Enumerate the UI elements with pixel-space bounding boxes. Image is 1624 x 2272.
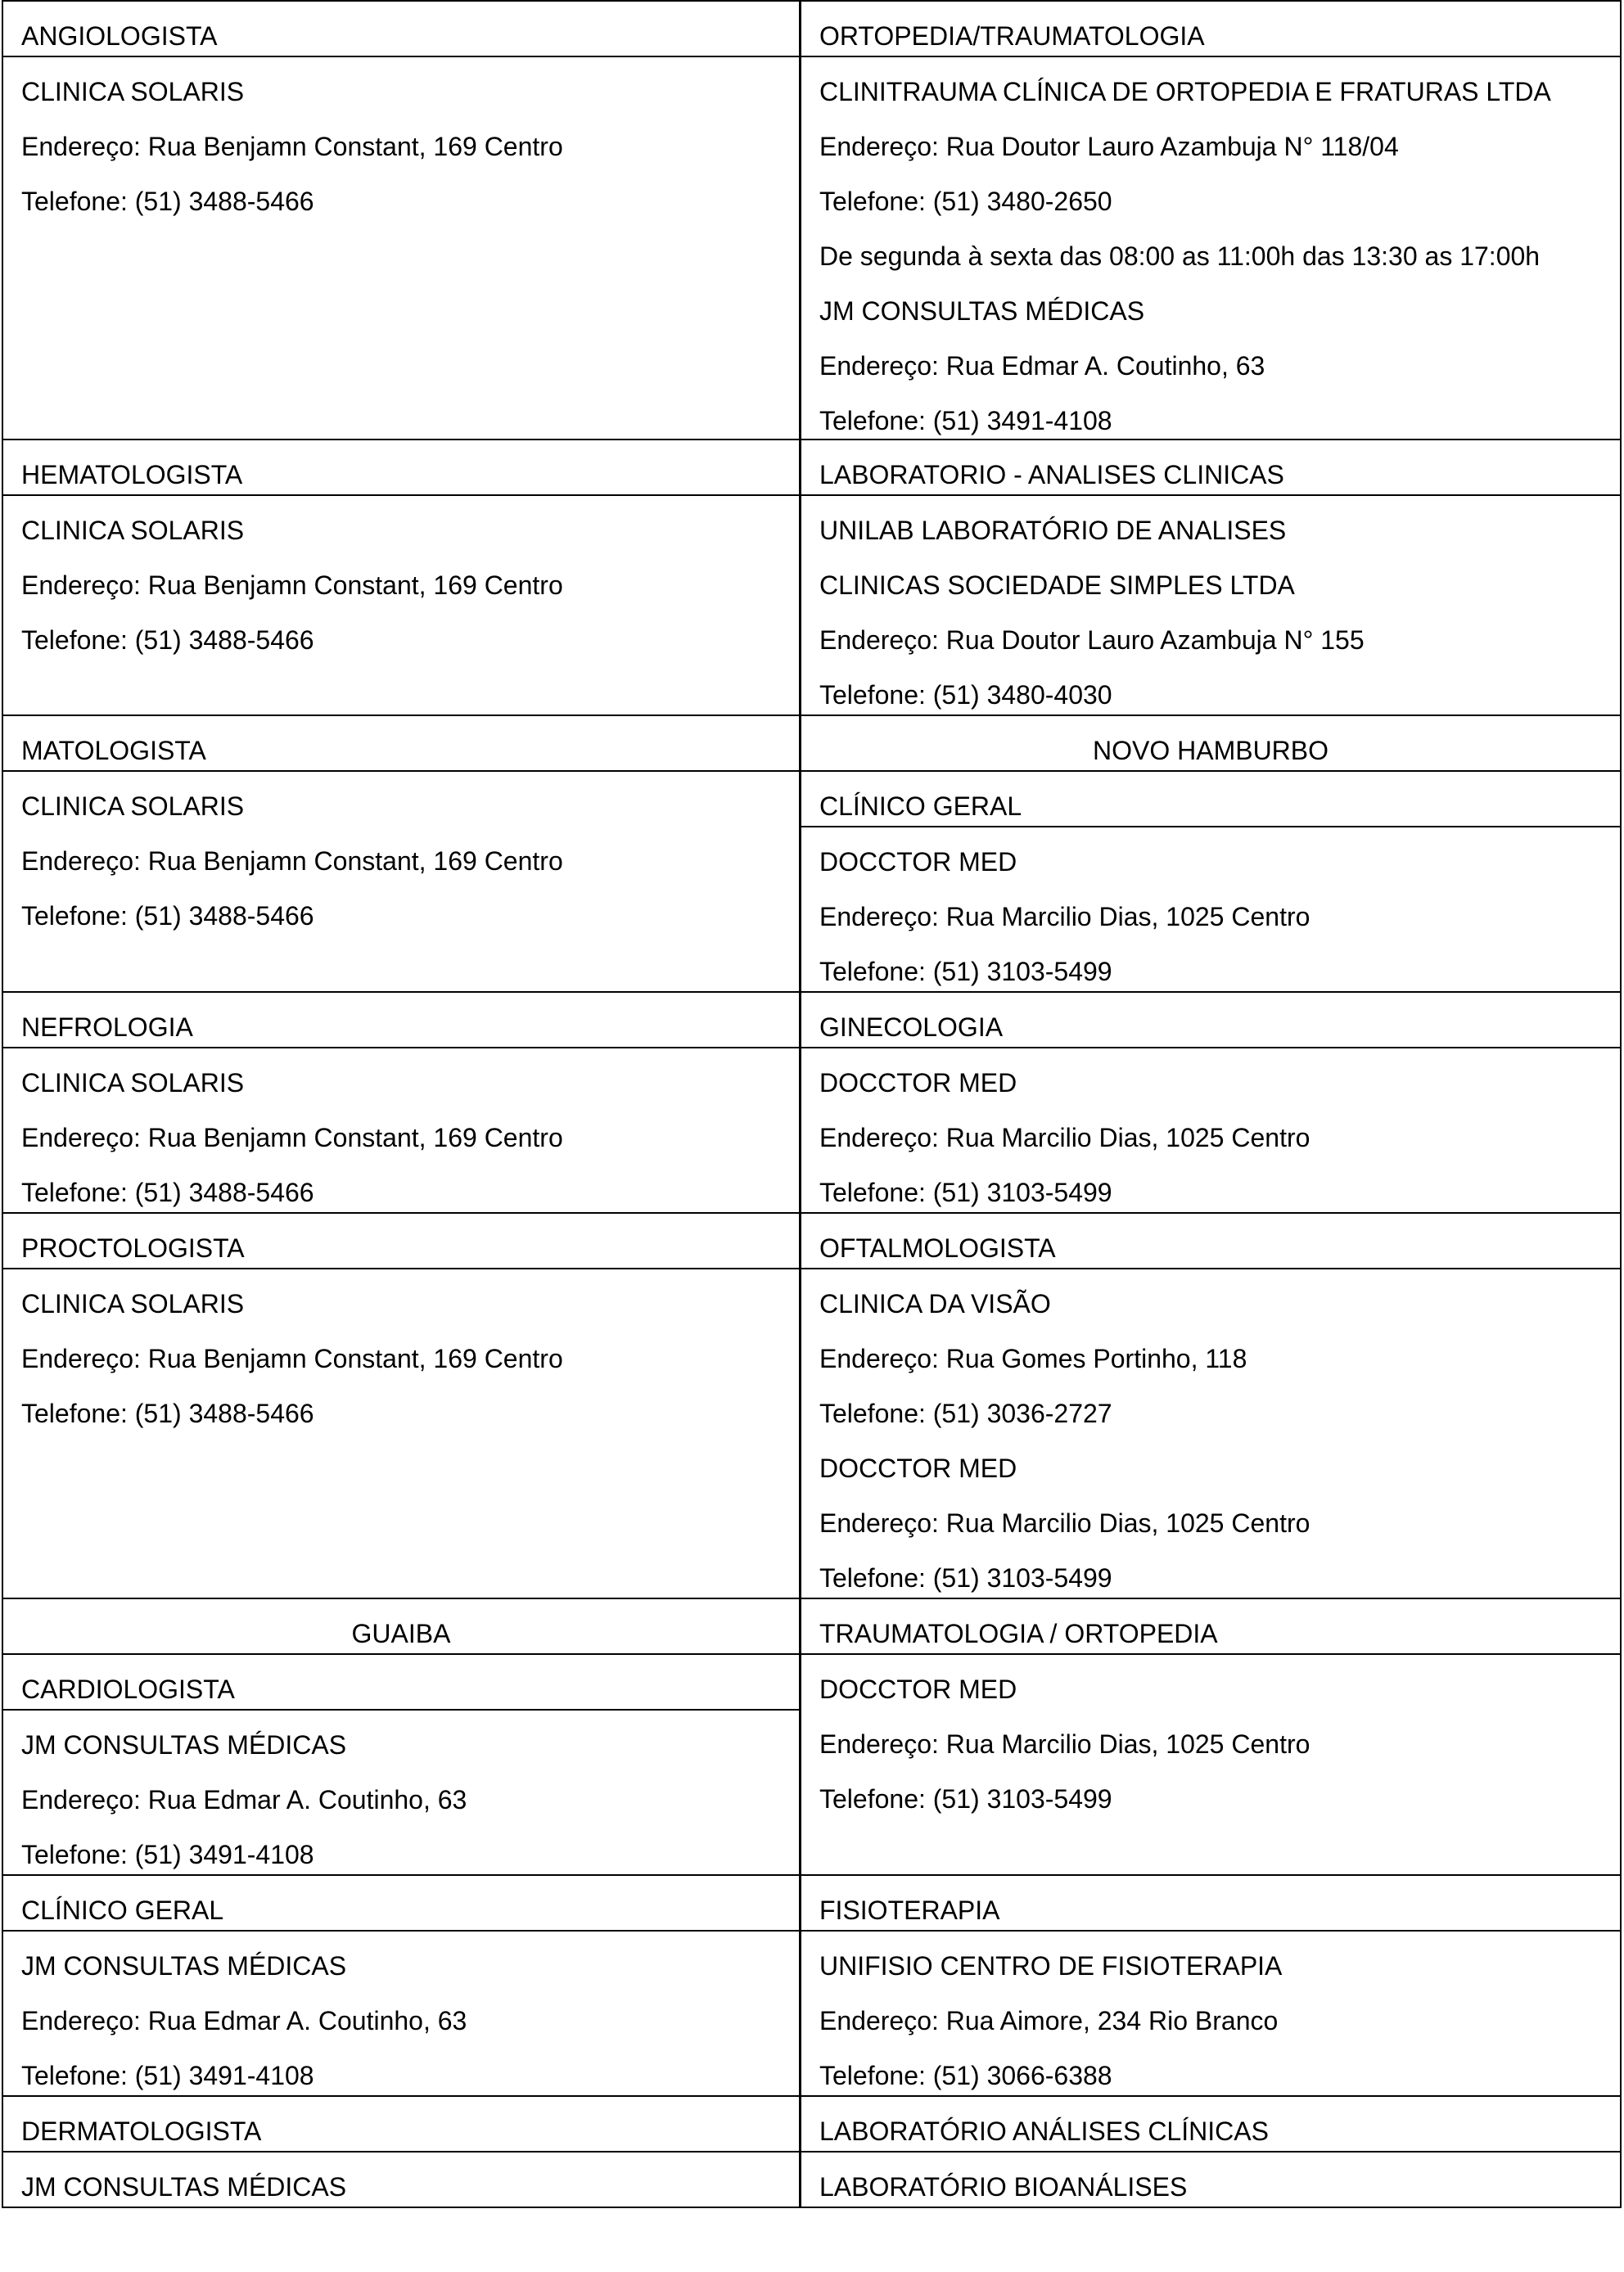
specialty-header: LABORATORIO - ANALISES CLINICAS: [819, 460, 1284, 489]
specialty-header-cell: [800, 1598, 1622, 1655]
clinic-name: CLINITRAUMA CLÍNICA DE ORTOPEDIA E FRATURAS LTDA: [819, 77, 1551, 106]
specialty-header: PROCTOLOGISTA: [21, 1233, 245, 1263]
clinic-address: Endereço: Rua Edmar A. Coutinho, 63: [819, 351, 1265, 381]
clinic-phone: Telefone: (51) 3103-5499: [819, 957, 1112, 986]
clinic-details-cell: [2, 770, 801, 993]
clinic-name: JM CONSULTAS MÉDICAS: [21, 2172, 347, 2202]
specialty-header-cell: [800, 1874, 1622, 1932]
specialty-header: ORTOPEDIA/TRAUMATOLOGIA: [819, 21, 1205, 51]
clinic-details-cell: [2, 1047, 801, 1214]
specialty-header: OFTALMOLOGISTA: [819, 1233, 1056, 1263]
clinic-details-cell: [2, 2151, 801, 2208]
clinic-address: Endereço: Rua Marcilio Dias, 1025 Centro: [819, 1729, 1310, 1759]
specialty-header-cell: [800, 1212, 1622, 1269]
clinic-details-cell: [800, 826, 1622, 993]
clinic-name: CLINICA SOLARIS: [21, 516, 245, 545]
opening-hours: De segunda à sexta das 08:00 as 11:00h das 13:30 as 17:00h: [819, 241, 1541, 271]
clinic-address: Endereço: Rua Marcilio Dias, 1025 Centro: [819, 1508, 1310, 1538]
city-header: NOVO HAMBURBO: [1092, 736, 1329, 765]
clinic-address: Endereço: Rua Doutor Lauro Azambuja N° 155: [819, 625, 1365, 655]
clinic-phone: Telefone: (51) 3488-5466: [21, 625, 314, 655]
specialty-header: CLÍNICO GERAL: [21, 1896, 224, 1925]
clinic-phone: Telefone: (51) 3103-5499: [819, 1563, 1112, 1593]
specialty-header: MATOLOGISTA: [21, 736, 206, 765]
clinic-address: Endereço: Rua Marcilio Dias, 1025 Centro: [819, 902, 1310, 931]
clinic-address: Endereço: Rua Benjamn Constant, 169 Centro: [21, 132, 563, 161]
specialty-header-cell: [2, 2095, 801, 2153]
clinic-address: Endereço: Rua Marcilio Dias, 1025 Centro: [819, 1123, 1310, 1152]
clinic-name: CLINICA SOLARIS: [21, 1289, 245, 1319]
clinic-address: Endereço: Rua Benjamn Constant, 169 Centro: [21, 570, 563, 600]
clinic-name: JM CONSULTAS MÉDICAS: [21, 1951, 347, 1981]
specialty-header-cell: [2, 0, 801, 57]
clinic-name: DOCCTOR MED: [819, 1454, 1017, 1483]
specialty-header: CARDIOLOGISTA: [21, 1675, 235, 1704]
clinic-phone: Telefone: (51) 3036-2727: [819, 1399, 1112, 1428]
specialty-header: CLÍNICO GERAL: [819, 791, 1022, 821]
clinic-details-cell: [2, 1709, 801, 1876]
clinic-name: UNILAB LABORATÓRIO DE ANALISES: [819, 516, 1287, 545]
specialty-header: TRAUMATOLOGIA / ORTOPEDIA: [819, 1619, 1218, 1648]
specialty-header-cell: [800, 770, 1622, 827]
specialty-header: HEMATOLOGISTA: [21, 460, 243, 489]
clinic-phone: Telefone: (51) 3491-4108: [819, 406, 1112, 435]
clinic-phone: Telefone: (51) 3103-5499: [819, 1178, 1112, 1207]
clinic-phone: Telefone: (51) 3491-4108: [21, 2061, 314, 2090]
clinic-address: Endereço: Rua Gomes Portinho, 118: [819, 1344, 1247, 1373]
specialty-header: DERMATOLOGISTA: [21, 2116, 262, 2146]
clinic-address: Endereço: Rua Benjamn Constant, 169 Centro: [21, 846, 563, 876]
clinic-address: Endereço: Rua Edmar A. Coutinho, 63: [21, 1785, 467, 1814]
specialty-header: GINECOLOGIA: [819, 1012, 1004, 1042]
specialty-header: ANGIOLOGISTA: [21, 21, 218, 51]
clinic-phone: Telefone: (51) 3491-4108: [21, 1840, 314, 1869]
city-header-cell: [2, 1598, 801, 1655]
clinic-details-cell: [2, 1268, 801, 1599]
clinic-details-cell: [800, 494, 1622, 716]
clinic-address: Endereço: Rua Aimore, 234 Rio Branco: [819, 2006, 1279, 2035]
specialty-header-cell: [800, 991, 1622, 1048]
clinic-phone: Telefone: (51) 3480-2650: [819, 187, 1112, 216]
clinic-details-cell: [800, 1930, 1622, 2097]
specialty-header-cell: [2, 991, 801, 1048]
clinic-phone: Telefone: (51) 3480-4030: [819, 680, 1112, 710]
specialty-header-cell: [2, 439, 801, 496]
specialty-header-cell: [2, 1212, 801, 1269]
clinic-address: Endereço: Rua Doutor Lauro Azambuja N° 118/04: [819, 132, 1399, 161]
clinic-details-cell: [800, 56, 1622, 440]
clinic-name: JM CONSULTAS MÉDICAS: [21, 1730, 347, 1760]
specialty-header-cell: [800, 0, 1622, 57]
specialty-header-cell: [2, 1653, 801, 1711]
clinic-name-continued: CLINICAS SOCIEDADE SIMPLES LTDA: [819, 570, 1295, 600]
specialty-header-cell: [800, 439, 1622, 496]
clinic-details-cell: [800, 1047, 1622, 1214]
clinic-name: DOCCTOR MED: [819, 1675, 1017, 1704]
clinic-phone: Telefone: (51) 3488-5466: [21, 187, 314, 216]
specialty-header: FISIOTERAPIA: [819, 1896, 1000, 1925]
clinic-name: JM CONSULTAS MÉDICAS: [819, 296, 1145, 326]
clinic-details-cell: [800, 1268, 1622, 1599]
clinic-details-cell: [2, 1930, 801, 2097]
clinic-name: CLINICA SOLARIS: [21, 1068, 245, 1098]
clinic-phone: Telefone: (51) 3488-5466: [21, 1399, 314, 1428]
clinic-address: Endereço: Rua Edmar A. Coutinho, 63: [21, 2006, 467, 2035]
clinic-name: UNIFISIO CENTRO DE FISIOTERAPIA: [819, 1951, 1283, 1981]
specialty-header-cell: [800, 2095, 1622, 2153]
clinic-name: LABORATÓRIO BIOANÁLISES: [819, 2172, 1188, 2202]
clinic-name: CLINICA SOLARIS: [21, 791, 245, 821]
clinic-address: Endereço: Rua Benjamn Constant, 169 Centro: [21, 1123, 563, 1152]
specialty-header-cell: [2, 715, 801, 772]
clinic-phone: Telefone: (51) 3066-6388: [819, 2061, 1112, 2090]
specialty-header: LABORATÓRIO ANÁLISES CLÍNICAS: [819, 2116, 1269, 2146]
clinic-phone: Telefone: (51) 3488-5466: [21, 901, 314, 931]
clinic-details-cell: [2, 56, 801, 440]
specialty-header: NEFROLOGIA: [21, 1012, 193, 1042]
specialty-header-cell: [2, 1874, 801, 1932]
clinic-address: Endereço: Rua Benjamn Constant, 169 Centro: [21, 1344, 563, 1373]
clinic-name: DOCCTOR MED: [819, 1068, 1017, 1098]
city-header-cell: [800, 715, 1622, 772]
clinic-phone: Telefone: (51) 3103-5499: [819, 1784, 1112, 1814]
clinic-name: DOCCTOR MED: [819, 847, 1017, 877]
clinic-name: CLINICA SOLARIS: [21, 77, 245, 106]
clinic-name: CLINICA DA VISÃO: [819, 1289, 1051, 1319]
clinic-details-cell: [800, 2151, 1622, 2208]
city-header: GUAIBA: [351, 1619, 451, 1648]
clinic-details-cell: [800, 1653, 1622, 1876]
clinic-details-cell: [2, 494, 801, 716]
clinic-phone: Telefone: (51) 3488-5466: [21, 1178, 314, 1207]
